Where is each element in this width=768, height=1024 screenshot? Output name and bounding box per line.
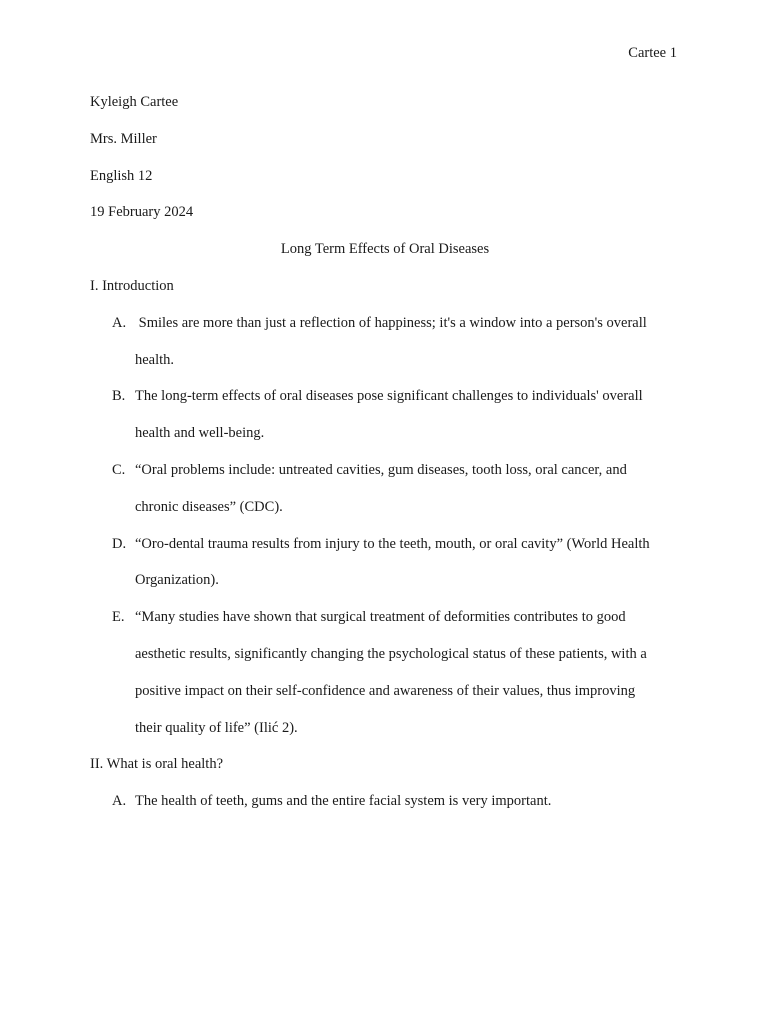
outline-text: “Oral problems include: untreated cavities, gum diseases, tooth loss, oral cancer, and chronic diseases” (CDC). xyxy=(135,461,627,515)
outline-marker: D. xyxy=(112,535,127,552)
essay-body xyxy=(90,84,680,820)
outline-text: The long-term effects of oral diseases pose significant challenges to individuals' overall health and well-being. xyxy=(135,388,643,442)
outline-item xyxy=(90,526,680,600)
outline-item xyxy=(90,452,680,526)
outline-marker: E. xyxy=(112,609,125,626)
outline-item xyxy=(90,599,680,746)
section-heading: I. Introduction xyxy=(90,277,174,294)
instructor-name: Mrs. Miller xyxy=(90,130,157,147)
running-head: Cartee 1 xyxy=(628,45,677,61)
outline-text: The health of teeth, gums and the entire facial system is very important. xyxy=(135,793,552,810)
essay-date: 19 February 2024 xyxy=(90,204,194,221)
outline-marker: C. xyxy=(112,461,126,478)
outline-item xyxy=(90,783,680,820)
section-heading: II. What is oral health? xyxy=(90,756,223,773)
outline-item xyxy=(90,305,680,379)
outline-item xyxy=(90,378,680,452)
outline-text: “Oro-dental trauma results from injury to the teeth, mouth, or oral cavity” (World Health Organization). xyxy=(135,535,650,589)
outline-marker: A. xyxy=(112,314,127,331)
outline-text: “Many studies have shown that surgical treatment of deformities contributes to good aesthetic results, significantly changing the psychological status of these patients, with a positive impact on their self-confidence and awareness of their values, thus improving their quality of life” (Ilić 2). xyxy=(135,609,647,736)
outline-text: Smiles are more than just a reflection of happiness; it's a window into a person's overall health. xyxy=(135,314,647,368)
outline-marker: A. xyxy=(112,793,127,810)
course-name: English 12 xyxy=(90,167,153,184)
author-name: Kyleigh Cartee xyxy=(90,94,179,110)
essay-title: Long Term Effects of Oral Diseases xyxy=(280,241,490,258)
outline-marker: B. xyxy=(112,388,126,405)
